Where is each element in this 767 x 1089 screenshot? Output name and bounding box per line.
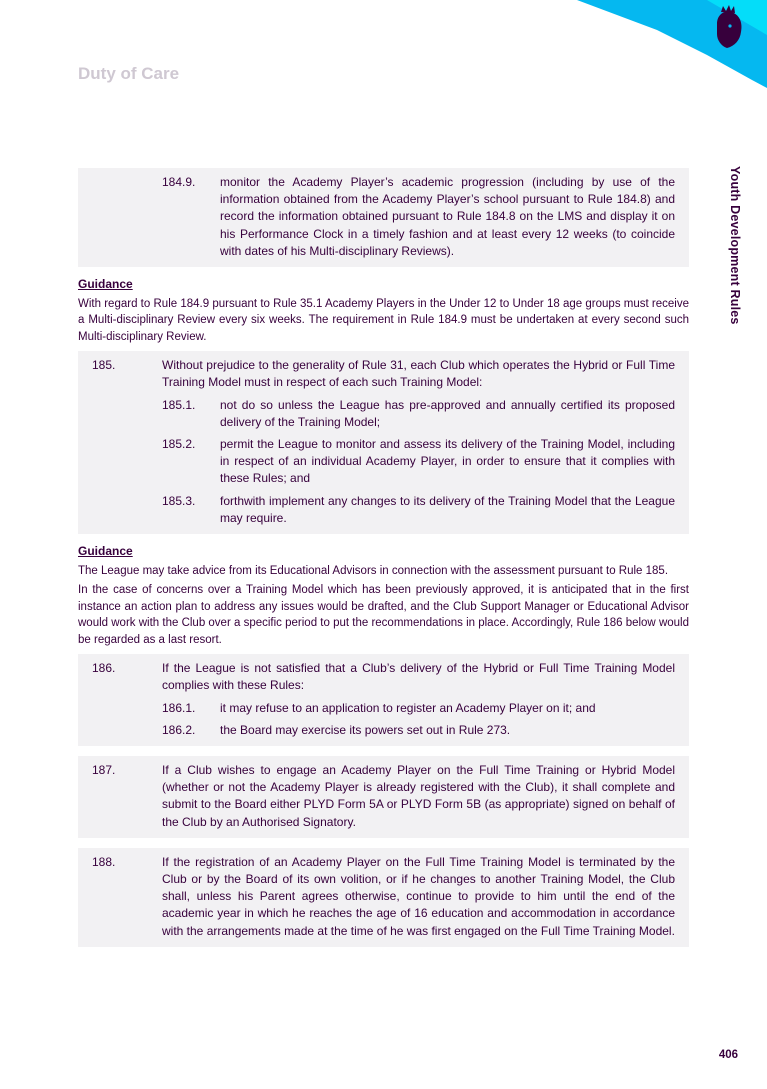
subrule-text: forthwith implement any changes to its delivery of the Training Model that the League may require. (220, 493, 675, 525)
rule-text: If the registration of an Academy Player on the Full Time Training Model is terminated by the Club or by the Board of its own volition, or if he changes to another Training Model, the Club shall, unless his Parent agrees otherwise, continue to provide to him until the end of the academic year in which he reaches the age of 16 education and accommodation in accordance with the arrangements made at the time of he was first engaged on the Full Time Training Model. (162, 854, 675, 938)
rule-box (78, 168, 689, 267)
rules-group (78, 654, 689, 947)
subrule-number: 184.9. (162, 175, 196, 189)
guidance-block (78, 544, 689, 648)
subrule-row (92, 722, 675, 739)
rule-number: 188. (92, 854, 116, 869)
rule-text: If the League is not satisfied that a Club’s delivery of the Hybrid or Full Time Training Model complies with these Rules: (162, 661, 675, 693)
subrule-text: monitor the Academy Player’s academic progression (including by use of the information obtained from the Academy Player’s school pursuant to Rule 184.8) and record the information obtained pursuant to Rule 184.8 on the LMS and display it on his Performance Clock in a timely fashion and at least every 12 weeks (to coincide with dates of his Multi-disciplinary Reviews). (220, 175, 675, 258)
guidance-paragraph: With regard to Rule 184.9 pursuant to Rule 35.1 Academy Players in the Under 12 to Under 18 age groups must receive a Multi-disciplinary Review every six weeks. The requirement in Rule 184.9 must be undertaken at every second such Multi-disciplinary Review. (78, 298, 689, 343)
subrule-text: permit the League to monitor and assess its delivery of the Training Model, including in respect of an individual Academy Player, in order to ensure that it complies with these Rules; and (220, 437, 675, 486)
corner-banner (567, 0, 767, 95)
subrule-text: not do so unless the League has pre-approved and annually certified its proposed delivery of the Training Model; (220, 397, 675, 429)
rule-box (78, 351, 689, 534)
rule-row (92, 854, 675, 940)
subrule-number: 186.2. (162, 722, 196, 737)
rule-row (92, 660, 675, 694)
subrule-row (92, 397, 675, 431)
subrule-row (92, 436, 675, 488)
rule-box (78, 848, 689, 947)
rules-content (78, 168, 689, 957)
rule-row (92, 357, 675, 391)
rule-number: 185. (92, 358, 116, 373)
subrule-number: 185.2. (162, 437, 196, 452)
subrule-number: 185.1. (162, 397, 196, 412)
page-number: 406 (718, 1049, 738, 1061)
subrule-text: it may refuse to an application to register an Academy Player on it; and (220, 700, 596, 715)
subrule-number: 185.3. (162, 493, 196, 508)
rules-group (78, 351, 689, 534)
rule-box (78, 756, 689, 838)
rule-number: 187. (92, 762, 116, 777)
subrule-number: 186.1. (162, 700, 196, 715)
guidance-paragraph: In the case of concerns over a Training Model which has been previously approved, it is anticipated that in the first instance an action plan to address any issues would be drafted, and the Club Support Manager or Educational Advisor would work with the Club over a specific period to put the recommendations in place. Accordingly, Rule 186 below would be regarded as a last resort. (78, 584, 689, 646)
rule-text: Without prejudice to the generality of Rule 31, each Club which operates the Hybrid or Full Time Training Model must in respect of each such Training Model: (162, 358, 675, 390)
rule-text: If a Club wishes to engage an Academy Player on the Full Time Training or Hybrid Model (whether or not the Academy Player is already registered with the Club), it shall complete and submit to the Board either PLYD Form 5A or PLYD Form 5B (as appropriate) signed on behalf of the Club by an Authorised Signatory. (162, 762, 675, 829)
rule-row (92, 762, 675, 831)
subrule-row (92, 174, 675, 260)
subrule-row (92, 493, 675, 527)
guidance-heading: Guidance (78, 277, 133, 292)
guidance-heading: Guidance (78, 544, 133, 559)
rule-box (78, 654, 689, 746)
section-side-title: Youth Development Rules (728, 166, 742, 325)
guidance-block (78, 277, 689, 345)
page-title: Duty of Care (78, 64, 180, 83)
rules-group (78, 168, 689, 267)
subrule-text: the Board may exercise its powers set out in Rule 273. (220, 722, 511, 737)
rule-number: 186. (92, 661, 116, 676)
guidance-paragraph: The League may take advice from its Educational Advisors in connection with the assessment pursuant to Rule 185. (78, 565, 669, 578)
subrule-row (92, 700, 675, 717)
